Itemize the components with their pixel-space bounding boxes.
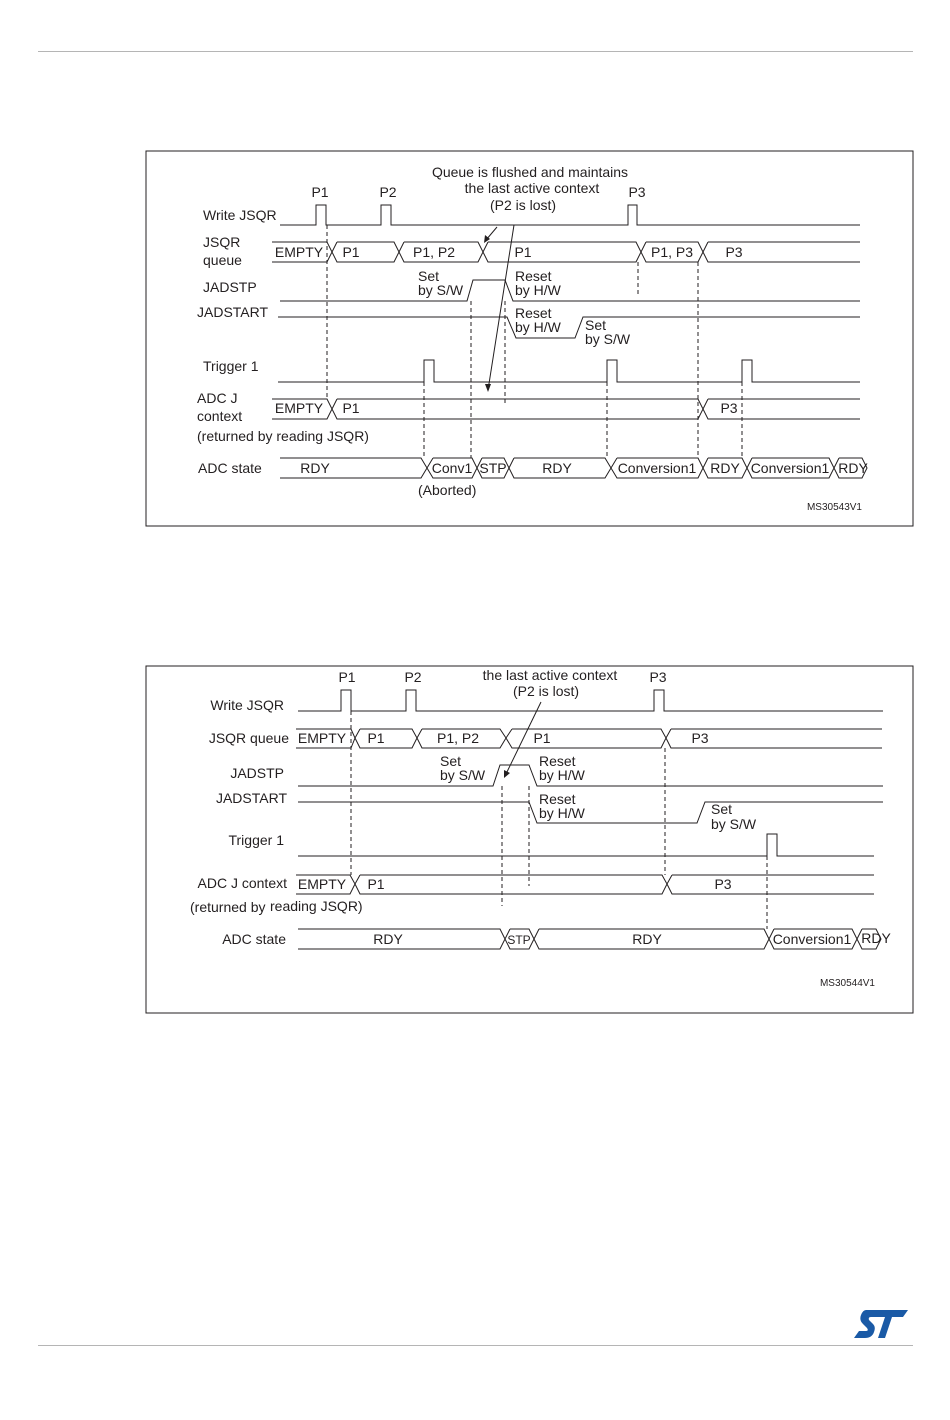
d2-label-write: Write JSQR (210, 697, 284, 713)
d1-label-state: ADC state (198, 460, 262, 476)
d2-state-rdy-3: RDY (861, 930, 891, 946)
d1-label-ctx-3: (returned by reading JSQR) (197, 428, 369, 444)
d1-annotation-line1: Queue is flushed and maintains (431, 164, 629, 180)
d1-label-ctx-1: ADC J (197, 390, 238, 406)
d1-jadstp-set-2: by S/W (418, 282, 464, 298)
d2-context-p1: P1 (367, 876, 385, 892)
d2-label-trigger: Trigger 1 (228, 832, 284, 848)
d2-label-queue: JSQR queue (208, 730, 289, 746)
d2-jadstart-reset-2: by H/W (539, 805, 585, 821)
d1-jadstp-reset-2: by H/W (515, 282, 561, 298)
d2-jadstp-reset-2: by H/W (539, 767, 585, 783)
d1-label-trigger: Trigger 1 (203, 358, 259, 374)
d1-state-rdy-4: RDY (838, 460, 868, 476)
d2-jadstart-set-1: Set (711, 801, 733, 817)
d2-write-waveform (298, 690, 883, 711)
d1-write-p2: P2 (379, 184, 397, 200)
d1-queue-empty: EMPTY (274, 244, 324, 260)
d2-write-p2: P2 (404, 669, 422, 685)
d2-jadstp-set-2: by S/W (440, 767, 486, 783)
d2-state-rdy-2: RDY (632, 931, 662, 947)
d1-queue-p1-again: P1 (514, 244, 532, 260)
d1-state-conversion1-1: Conversion1 (617, 460, 697, 476)
d1-jadstart-reset-2: by H/W (515, 319, 561, 335)
d2-annotation-line1: the last active context (482, 667, 618, 683)
d2-write-p1: P1 (338, 669, 356, 685)
d1-context-p1: P1 (342, 400, 360, 416)
d2-state-stp: STP (507, 933, 531, 947)
d1-context-empty: EMPTY (274, 400, 324, 416)
d2-jadstp-reset-1: Reset (539, 753, 576, 769)
d2-jadstart-set-2: by S/W (711, 816, 757, 832)
d1-queue-p3: P3 (725, 244, 743, 260)
d2-write-p3: P3 (649, 669, 667, 685)
d1-state-stp: STP (479, 460, 507, 476)
d2-queue-p1-p2: P1, P2 (436, 730, 480, 746)
d2-queue-p1: P1 (367, 730, 385, 746)
d1-figure-code: MS30543V1 (806, 502, 862, 513)
d2-state-conversion1: Conversion1 (772, 931, 852, 947)
d1-state-rdy-1: RDY (300, 460, 330, 476)
d2-label-ctx-2a: (returned by (190, 899, 266, 915)
d2-trigger-waveform (298, 834, 874, 856)
d1-jadstart-set-1: Set (585, 317, 607, 333)
st-logo (852, 1308, 910, 1340)
d1-state-rdy-3: RDY (710, 460, 740, 476)
d2-jadstart-reset-1: Reset (539, 791, 576, 807)
d1-context-p3: P3 (720, 400, 738, 416)
d1-label-jadstp: JADSTP (203, 279, 257, 295)
d2-jadstp-waveform (298, 765, 883, 786)
d2-label-jadstp: JADSTP (230, 765, 284, 781)
d1-write-p3: P3 (628, 184, 646, 200)
d2-annotation-line2: (P2 is lost) (512, 683, 580, 699)
d1-jadstp-reset-1: Reset (515, 268, 552, 284)
d2-context-p3: P3 (714, 876, 732, 892)
bottom-rule (38, 1345, 913, 1346)
d2-label-ctx: ADC J context (197, 875, 287, 891)
d2-jadstp-set-1: Set (440, 753, 462, 769)
d1-annotation-line3: (P2 is lost) (489, 197, 557, 213)
d2-queue-p1-again: P1 (533, 730, 551, 746)
d1-queue-p1-p2: P1, P2 (412, 244, 456, 260)
d2-label-jadstart: JADSTART (215, 790, 287, 806)
d1-queue-p1-p3: P1, P3 (650, 244, 694, 260)
d2-jadstart-waveform (298, 802, 883, 823)
d1-aborted: (Aborted) (418, 482, 477, 498)
d1-state-rdy-2: RDY (542, 460, 572, 476)
d1-label-jadstart: JADSTART (197, 304, 269, 320)
d1-write-p1: P1 (311, 184, 329, 200)
d2-queue-p3: P3 (691, 730, 709, 746)
d2-label-state: ADC state (222, 931, 286, 947)
d1-label-ctx-2: context (197, 408, 243, 424)
d1-jadstp-set-1: Set (418, 268, 440, 284)
d2-state-rdy-1: RDY (373, 931, 403, 947)
d1-queue-p1: P1 (342, 244, 360, 260)
d1-state-conversion1-2: Conversion1 (750, 460, 830, 476)
d2-label-ctx-2b: reading JSQR) (270, 898, 363, 914)
d2-context-empty: EMPTY (297, 876, 347, 892)
d2-figure-code: MS30544V1 (819, 978, 875, 989)
d1-label-write: Write JSQR (203, 207, 277, 223)
d1-label-queue-2: queue (203, 252, 242, 268)
d1-annotation-line2: the last active context (464, 180, 600, 196)
d2-queue-empty: EMPTY (297, 730, 347, 746)
d1-label-queue-1: JSQR (203, 234, 241, 250)
d1-jadstart-reset-1: Reset (515, 305, 552, 321)
d1-state-conv1: Conv1 (431, 460, 473, 476)
d1-jadstart-set-2: by S/W (585, 331, 631, 347)
